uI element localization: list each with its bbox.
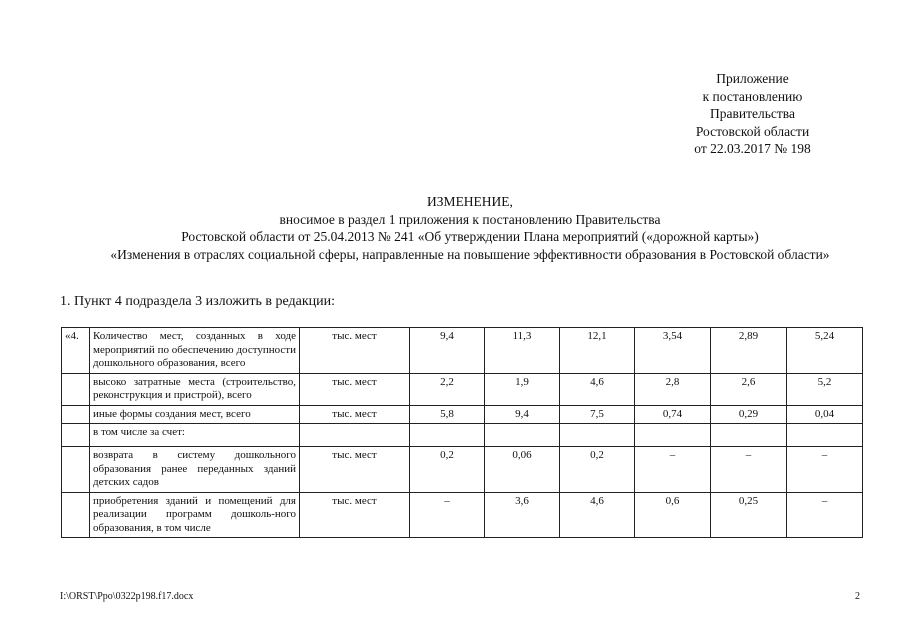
row-unit: тыс. мест [300, 373, 410, 405]
row-description: Количество мест, созданных в ходе мероприятий по обеспечению доступности дошкольного образования, всего [90, 328, 300, 374]
value-cell: 0,6 [635, 492, 711, 538]
value-cell: 4,6 [560, 492, 635, 538]
row-description: высоко затратные места (строительство, реконструкция и пристрой), всего [90, 373, 300, 405]
table-row [62, 447, 863, 493]
appendix-line: Правительства [710, 106, 795, 121]
table-row [62, 405, 863, 424]
row-mark [62, 424, 90, 447]
row-mark [62, 447, 90, 493]
table-row [62, 373, 863, 405]
value-cell: 1,9 [485, 373, 560, 405]
row-unit: тыс. мест [300, 492, 410, 538]
appendix-line: Приложение [716, 71, 789, 86]
value-cell: 2,6 [711, 373, 787, 405]
value-cell: 0,74 [635, 405, 711, 424]
value-cell: 0,04 [787, 405, 863, 424]
footer-file-path: I:\ORST\Ppo\0322p198.f17.docx [60, 591, 194, 602]
value-cell: 2,89 [711, 328, 787, 374]
value-cell: 2,2 [410, 373, 485, 405]
value-cell: – [635, 447, 711, 493]
value-cell: 2,8 [635, 373, 711, 405]
value-cell: 9,4 [410, 328, 485, 374]
row-mark [62, 492, 90, 538]
value-cell [787, 424, 863, 447]
value-cell: 3,6 [485, 492, 560, 538]
value-cell: 11,3 [485, 328, 560, 374]
row-unit [300, 424, 410, 447]
value-cell: 5,24 [787, 328, 863, 374]
value-cell: – [787, 447, 863, 493]
point-instruction: 1. Пункт 4 подраздела 3 изложить в редакции: [60, 294, 336, 309]
value-cell: 0,25 [711, 492, 787, 538]
value-cell: 0,29 [711, 405, 787, 424]
value-cell [711, 424, 787, 447]
value-cell: – [410, 492, 485, 538]
heading-line: вносимое в раздел 1 приложения к постановлению Правительства [279, 211, 661, 227]
row-description: приобретения зданий и помещений для реализации программ дошколь-ного образования, в том числе [90, 492, 300, 538]
row-description: иные формы создания мест, всего [90, 405, 300, 424]
appendix-line: к постановлению [702, 88, 803, 104]
row-unit: тыс. мест [300, 328, 410, 374]
value-cell: 9,4 [485, 405, 560, 424]
value-cell: 3,54 [635, 328, 711, 374]
row-unit: тыс. мест [300, 447, 410, 493]
row-mark [62, 405, 90, 424]
heading-line: «Изменения в отраслях социальной сферы, направленные на повышение эффективности образования в Ростовской области» [110, 246, 830, 262]
document-title: ИЗМЕНЕНИЕ, [427, 194, 513, 209]
appendix-line: Ростовской области [695, 123, 810, 139]
row-mark [62, 373, 90, 405]
value-cell: 0,2 [560, 447, 635, 493]
value-cell: – [787, 492, 863, 538]
page-number: 2 [855, 591, 860, 602]
appendix-header [620, 70, 885, 158]
table-row [62, 492, 863, 538]
appendix-line: от 22.03.2017 № 198 [694, 141, 811, 156]
value-cell [410, 424, 485, 447]
heading-line: Ростовской области от 25.04.2013 № 241 «Об утверждении Плана мероприятий («дорожной карты») [181, 229, 759, 244]
indicators-table [61, 327, 863, 538]
row-unit: тыс. мест [300, 405, 410, 424]
table-row [62, 424, 863, 447]
value-cell: 12,1 [560, 328, 635, 374]
value-cell: 5,8 [410, 405, 485, 424]
row-description: возврата в систему дошкольного образования ранее переданных зданий детских садов [90, 447, 300, 493]
value-cell [485, 424, 560, 447]
value-cell: 4,6 [560, 373, 635, 405]
value-cell [635, 424, 711, 447]
document-heading [40, 193, 900, 263]
value-cell: 0,2 [410, 447, 485, 493]
value-cell: 0,06 [485, 447, 560, 493]
row-description: в том числе за счет: [90, 424, 300, 447]
row-mark: «4. [62, 328, 90, 374]
value-cell [560, 424, 635, 447]
value-cell: – [711, 447, 787, 493]
value-cell: 7,5 [560, 405, 635, 424]
value-cell: 5,2 [787, 373, 863, 405]
table-row [62, 328, 863, 374]
